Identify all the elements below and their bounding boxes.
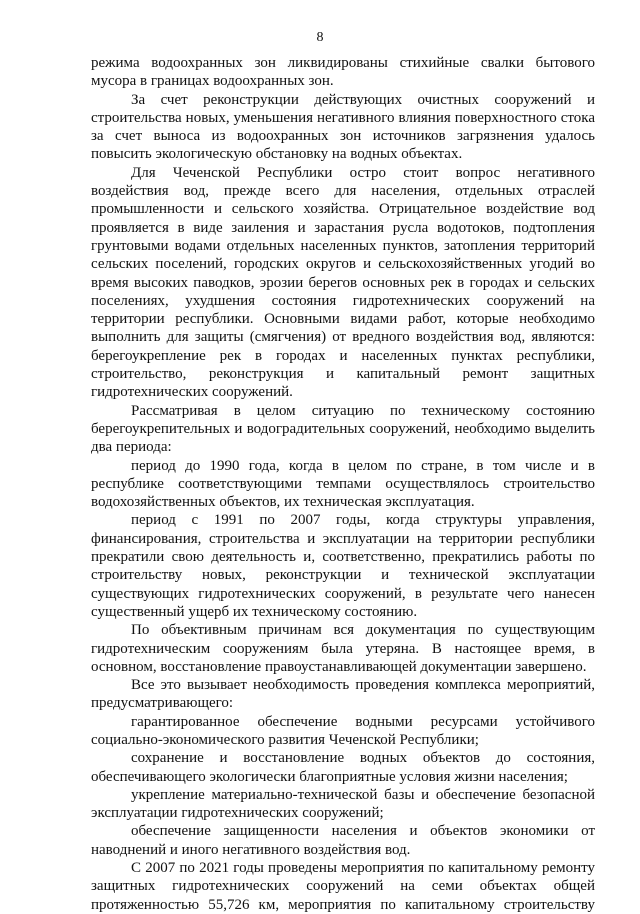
list-item: период с 1991 по 2007 годы, когда структуры управления, финансирования, строительства и эксплуатации на территории республики прекратили свою деятельность и, соответственно, прекратились работы по строительству новых, реконструкции и технической эксплуатации существующих гидротехнических сооружений, в результате чего нанесен существенный ущерб их техническому состоянию. bbox=[91, 512, 595, 620]
list-item: укрепление материально-технической базы и обеспечение безопасной эксплуатации гидротехнических сооружений; bbox=[91, 786, 595, 822]
body-text bbox=[91, 54, 595, 914]
list-item: период до 1990 года, когда в целом по стране, в том числе и в республике соответствующими темпами осуществлялось строительство водохозяйственных объектов, их техническая эксплуатация. bbox=[91, 457, 595, 511]
page-number: 8 bbox=[316, 30, 324, 45]
paragraph: режима водоохранных зон ликвидированы стихийные свалки бытового мусора в границах водоохранных зон. bbox=[91, 55, 595, 90]
paragraph: Рассматривая в целом ситуацию по техническому состоянию берегоукрепительных и водоградительных сооружений, необходимо выделить два периода: bbox=[91, 402, 595, 456]
paragraph: Для Чеченской Республики остро стоит вопрос негативного воздействия вод, прежде всего для населения, отдельных отраслей промышленности и сельского хозяйства. Отрицательное воздействие вод проявляется в виде заиления и зарастания русла водотоков, подтопления грунтовыми водами отдельных населенных пунктов, затопления территорий сельских поселений, городских округов и сельскохозяйственных угодий во время высоких паводков, эрозии берегов основных рек в городах и сельских поселениях, ухудшения состояния гидротехнических сооружений на территории республики. Основными видами работ, которые необходимо выполнить для защиты (смягчения) от вредного воздействия вод, являются: берегоукрепление рек в городах и населенных пунктах республики, строительство, реконструкция и капитальный ремонт защитных гидротехнических сооружений. bbox=[91, 164, 595, 401]
list-item: гарантированное обеспечение водными ресурсами устойчивого социально-экономического развития Чеченской Республики; bbox=[91, 713, 595, 748]
paragraph: За счет реконструкции действующих очистных сооружений и строительства новых, уменьшения негативного влияния поверхностного стока за счет выноса из водоохранных зон источников загрязнения удалось повысить экологическую обстановку на водных объектах. bbox=[91, 91, 595, 163]
paragraph: С 2007 по 2021 годы проведены мероприятия по капитальному ремонту защитных гидротехнических сооружений на семи объектах общей протяженностью 55,726 км, мероприятия по капитальному строительству bbox=[91, 860, 595, 913]
paragraph: По объективным причинам вся документация по существующим гидротехническим сооружениям была утеряна. В настоящее время, в основном, восстановление правоустанавливающей документации завершено. bbox=[91, 622, 595, 675]
list-item: обеспечение защищенности населения и объектов экономики от наводнений и иного негативного воздействия вод. bbox=[91, 823, 595, 858]
paragraph: Все это вызывает необходимость проведения комплекса мероприятий, предусматривающего: bbox=[91, 677, 595, 712]
list-item: сохранение и восстановление водных объектов до состояния, обеспечивающего экологически благоприятные условия жизни населения; bbox=[91, 750, 595, 785]
